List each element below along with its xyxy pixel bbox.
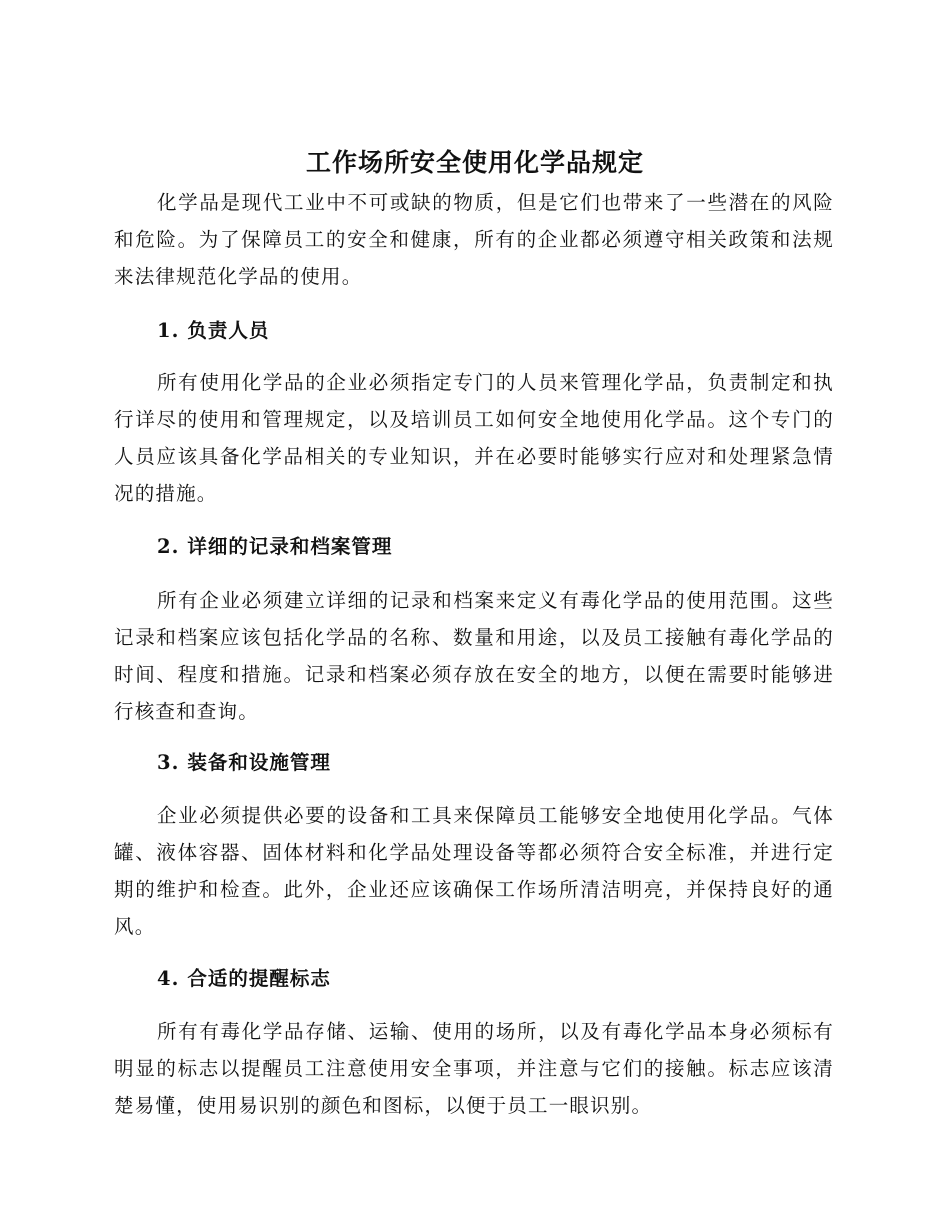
section-number-4: 4. (157, 967, 180, 990)
section-body-4: 所有有毒化学品存储、运输、使用的场所，以及有毒化学品本身必须标有明显的标志以提醒员工注意使用安全事项，并注意与它们的接触。标志应该清楚易懂，使用易识别的颜色和图标，以便于员工一眼识别。 (114, 1020, 834, 1117)
section-title-4: 合适的提醒标志 (187, 967, 331, 990)
section-body-3: 企业必须提供必要的设备和工具来保障员工能够安全地使用化学品。气体罐、液体容器、固体材料和化学品处理设备等都必须符合安全标准，并进行定期的维护和检查。此外，企业还应该确保工作场所清洁明亮，并保持良好的通风。 (114, 804, 834, 938)
section-title-1: 负责人员 (187, 319, 270, 342)
section-title-3: 装备和设施管理 (187, 751, 331, 774)
section-heading-3 (157, 748, 331, 778)
section-heading-2 (157, 532, 392, 562)
section-body-1: 所有使用化学品的企业必须指定专门的人员来管理化学品，负责制定和执行详尽的使用和管理规定，以及培训员工如何安全地使用化学品。这个专门的人员应该具备化学品相关的专业知识，并在必要时能够实行应对和处理紧急情况的措施。 (114, 371, 834, 505)
intro-paragraph: 化学品是现代工业中不可或缺的物质，但是它们也带来了一些潜在的风险和危险。为了保障员工的安全和健康，所有的企业都必须遵守相关政策和法规来法律规范化学品的使用。 (114, 191, 834, 288)
section-heading-4 (157, 964, 331, 994)
section-number-2: 2. (157, 535, 180, 558)
section-number-3: 3. (157, 751, 180, 774)
page-title: 工作场所安全使用化学品规定 (305, 148, 644, 177)
section-heading-1 (157, 316, 269, 346)
section-number-1: 1. (157, 319, 180, 342)
section-title-2: 详细的记录和档案管理 (187, 535, 393, 558)
section-body-2: 所有企业必须建立详细的记录和档案来定义有毒化学品的使用范围。这些记录和档案应该包括化学品的名称、数量和用途，以及员工接触有毒化学品的时间、程度和措施。记录和档案必须存放在安全的地方，以便在需要时能够进行核查和查询。 (114, 589, 834, 723)
